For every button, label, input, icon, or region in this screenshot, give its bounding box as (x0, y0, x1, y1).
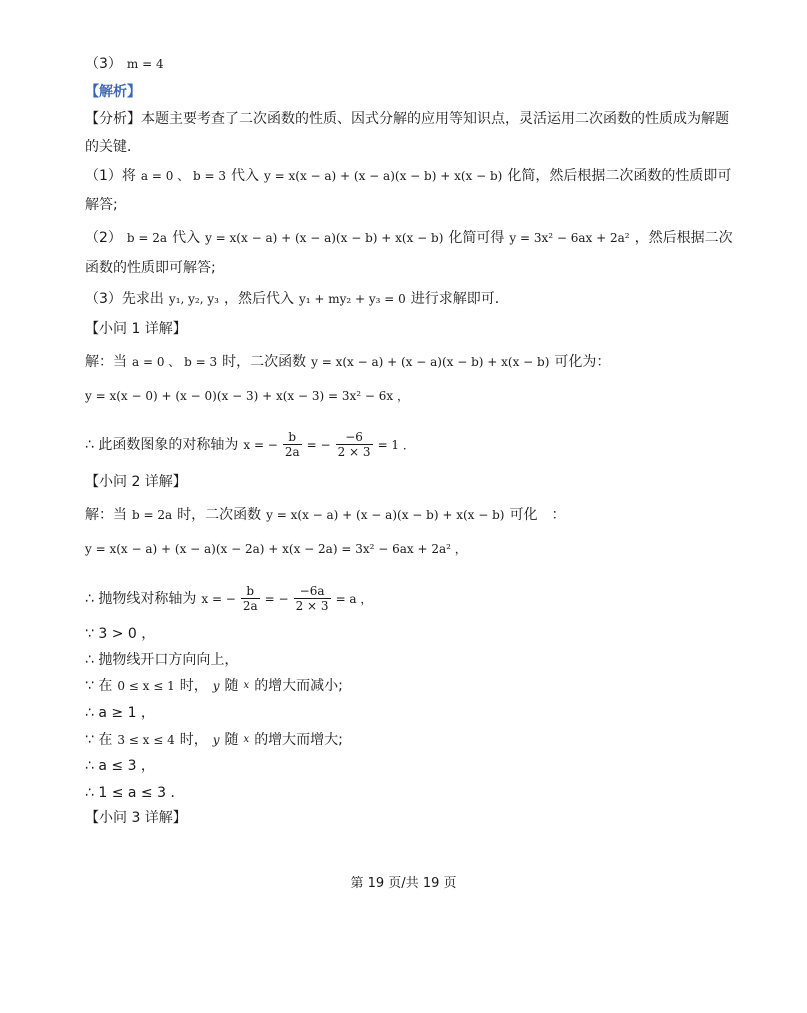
math: y = x(x − a) + (x − a)(x − b) + x(x − b) (311, 355, 550, 369)
solution-2-line-2 (85, 539, 472, 559)
denominator: 2a (242, 599, 258, 613)
text: 的增大而增大; (254, 732, 343, 748)
page-footer: 第 19 页/共 19 页 (350, 876, 457, 891)
text: ∵ 在 (85, 732, 113, 748)
numerator: −6a (299, 584, 325, 598)
fraction (283, 430, 302, 459)
analysis-step-2-cont (85, 258, 216, 278)
text: ∴ a ≤ 3 ， (85, 758, 155, 774)
math: x (243, 680, 250, 691)
math: 3 ≤ x ≤ 4 (117, 733, 175, 747)
answer-part-3 (85, 54, 169, 74)
analysis-step-2 (85, 228, 733, 248)
math: x = − (243, 437, 278, 452)
math: y = x(x − a) + (x − a)(x − b) + x(x − b) (205, 231, 444, 245)
math: y = x(x − a) + (x − a)(x − b) + x(x − b) (264, 169, 503, 183)
text: ，然后根据二次 (634, 230, 733, 246)
subquestion-1-heading (85, 319, 187, 339)
analysis-heading (85, 82, 141, 102)
text: 【解析】 (85, 84, 141, 100)
text: 时， (179, 732, 208, 748)
text: 解答; (85, 197, 118, 213)
math: = − (306, 437, 331, 452)
text: ∴ 1 ≤ a ≤ 3 ． (85, 785, 185, 801)
solution-2-line-10 (85, 783, 184, 803)
text: 【小问 1 详解】 (85, 321, 187, 337)
analysis-text-2 (85, 137, 141, 157)
solution-2-line-6 (85, 676, 343, 696)
solution-1-line-3 (85, 430, 420, 459)
math: y (212, 733, 220, 747)
text: 可化为： (554, 354, 611, 370)
text: 【分析】本题主要考查了二次函数的性质、因式分解的应用等知识点，灵活运用二次函数的性质成为解题 (85, 111, 729, 127)
math: = 1 ． (377, 437, 415, 452)
solution-2-line-1 (85, 505, 565, 525)
math: x (243, 734, 250, 745)
math: y₁, y₂, y₃ (168, 292, 219, 306)
text: 代入 (231, 168, 260, 184)
text: 随 (224, 678, 239, 694)
fraction (241, 584, 260, 613)
text: 的关键． (85, 139, 141, 155)
subquestion-3-heading (85, 808, 187, 828)
text: 化简可得 (448, 230, 505, 246)
text: 进行求解即可． (410, 291, 509, 307)
text: ∴ 此函数图象的对称轴为 (85, 436, 239, 453)
text: （3）先求出 (85, 291, 164, 307)
analysis-step-1-cont (85, 195, 118, 215)
math: = − (264, 591, 289, 606)
math: b = 2a (132, 508, 173, 522)
math: y₁ + my₂ + y₃ = 0 (298, 292, 406, 306)
text: 的增大而减小; (254, 678, 343, 694)
math: b = 2a (126, 231, 168, 245)
analysis-step-3 (85, 289, 509, 309)
text: 【小问 3 详解】 (85, 810, 187, 826)
text: 可化 ： (509, 507, 566, 523)
text: 解：当 (85, 507, 127, 523)
math: y = 3x² − 6ax + 2a² (509, 231, 630, 245)
solution-1-line-2 (85, 386, 414, 406)
text: 解：当 (85, 354, 127, 370)
fraction (336, 430, 373, 459)
text: 化简，然后根据二次函数的性质即可 (507, 168, 732, 184)
text: （3） (85, 56, 122, 72)
solution-2-line-9 (85, 756, 155, 776)
text: 代入 (172, 230, 201, 246)
text: （1）将 (85, 168, 136, 184)
math: y = x(x − a) + (x − a)(x − b) + x(x − b) (266, 508, 505, 522)
text: （2） (85, 230, 122, 246)
text: 【小问 2 详解】 (85, 474, 187, 490)
solution-2-line-3 (85, 584, 377, 613)
text: ，然后代入 (223, 291, 294, 307)
numerator: b (288, 430, 297, 444)
solution-2-line-5 (85, 650, 238, 670)
math: a = 0 、 b = 3 (132, 355, 218, 369)
text: ∵ 在 (85, 678, 113, 694)
math: 0 ≤ x ≤ 1 (117, 679, 175, 693)
math: a = 0 、 b = 3 (140, 169, 227, 183)
denominator: 2 × 3 (337, 445, 371, 459)
math: m = 4 (126, 57, 164, 71)
denominator: 2a (284, 445, 300, 459)
text: 时，二次函数 (222, 354, 307, 370)
solution-2-line-8 (85, 730, 343, 750)
analysis-text-1 (85, 109, 729, 129)
denominator: 2 × 3 (295, 599, 329, 613)
text: 时， (179, 678, 208, 694)
solution-2-line-7 (85, 703, 155, 723)
numerator: −6 (345, 430, 363, 444)
math: x = − (201, 591, 236, 606)
text: 随 (224, 732, 239, 748)
fraction (294, 584, 331, 613)
solution-1-line-1 (85, 352, 610, 372)
math: y = x(x − 0) + (x − 0)(x − 3) + x(x − 3) = 3x² − 6x ， (85, 389, 409, 403)
text: ∴ 抛物线对称轴为 (85, 590, 197, 607)
text: 时，二次函数 (177, 507, 262, 523)
math: = a ， (335, 591, 373, 606)
math: y = x(x − a) + (x − a)(x − 2a) + x(x − 2a) = 3x² − 6ax + 2a² ， (85, 542, 467, 556)
math: y (212, 679, 220, 693)
text: 函数的性质即可解答; (85, 260, 216, 276)
subquestion-2-heading (85, 472, 187, 492)
solution-2-line-4 (85, 624, 155, 644)
numerator: b (246, 584, 255, 598)
analysis-step-1 (85, 166, 731, 186)
text: ∴ a ≥ 1 ， (85, 705, 155, 721)
text: ∵ 3 > 0 ， (85, 626, 156, 642)
text: ∴ 抛物线开口方向向上， (85, 652, 239, 668)
